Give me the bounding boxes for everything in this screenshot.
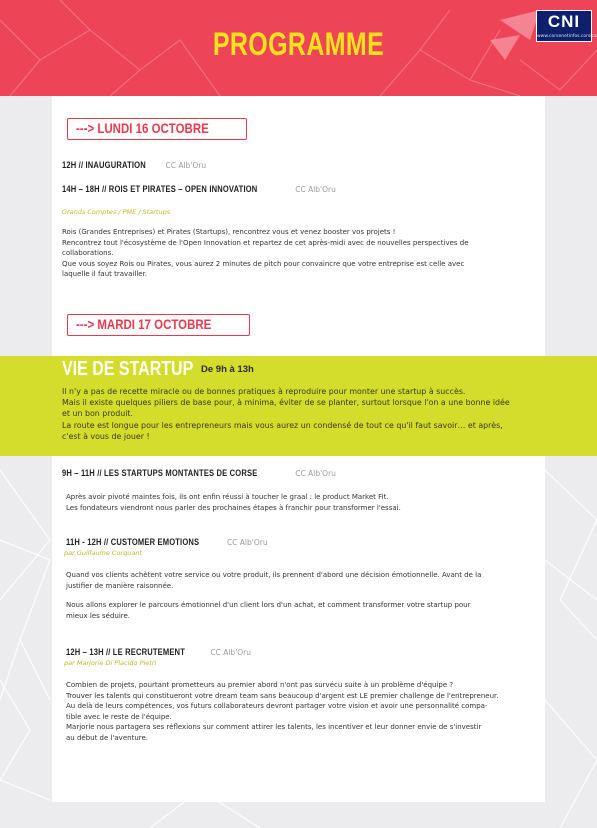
speaker-name: par Marjorie Di Placido Pietri [64,659,157,667]
session-description [62,227,522,280]
banner-text-line: c'est à vous de jouer ! [62,431,150,441]
description-line: au début de l'aventure. [66,733,149,742]
audience-label: Grands Comptes / PME / Startups [62,208,171,216]
session-inauguration [62,160,206,170]
session-location: CC Alb'Oru [165,161,207,170]
session-title: 12H – 13H // LE RECRUTEMENT [66,647,185,657]
description-line: tible avec le reste de l'équipe. [66,712,172,721]
description-line: Après avoir pivoté maintes fois, ils ont enfin réussi à toucher le graal : le product Market Fit. [66,493,389,501]
banner-text-line: La route est longue pour les entrepreneurs mais vous aurez un condensé de tout ce qu'il faut savoir… et après, [62,420,503,430]
description-line: Les fondateurs viendront nous parler des prochaines étapes à franchir pour transformer l'essai. [66,503,401,512]
header-banner [0,0,597,96]
cni-logo [536,10,597,42]
description-line: mieux les séduire. [66,611,131,620]
banner-text-line: et un bon produit. [62,409,134,419]
description-line: Rois (Grandes Entreprises) et Pirates (Startups), rencontrez vous et venez booster vos projets ! [62,228,396,236]
session-title: 12H // INAUGURATION [62,160,146,170]
description-line: Quand vos clients achètent votre service ou votre produit, ils prennent d'abord une décision émotionnelle. Avant de la [66,571,482,579]
banner-text-line: Mais il existe quelques piliers de base pour, à minima, éviter de se planter, surtout lorsque l'on a une bonne idée [62,398,510,408]
session-location: CC Alb'Oru [226,538,268,547]
day-label-mardi: ---> MARDI 17 OCTOBRE [67,314,250,336]
description-line: Que vous soyez Rois ou Pirates, vous aurez 2 minutes de pitch pour convaincre que votre entreprise est celle avec [62,259,465,268]
description-line: justifier de manière raisonnée. [66,581,174,590]
session-title: 11H - 12H // CUSTOMER EMOTIONS [66,537,200,547]
logo-subtext: www.corsenetinfos.corsica [537,34,597,39]
description-line: Nous allons explorer le parcours émotionnel d'un client lors d'un achat, et comment transformer votre startup pour [66,601,471,609]
session-location: CC Alb'Oru [295,469,336,478]
session-description [66,570,526,621]
session-startups-montantes [62,468,336,478]
session-location: CC Alb'Oru [210,648,251,657]
session-location: CC Alb'Oru [295,185,336,194]
banner-time: De 9h à 13h [201,364,254,375]
day-label-lundi: ---> LUNDI 16 OCTOBRE [67,118,247,140]
banner-text [62,386,532,442]
page-title: PROGRAMME [212,26,385,62]
speaker-name: par Guillaume Corquant [64,549,143,557]
description-line: collaborations. [62,249,114,257]
session-title: 14H – 18H // ROIS ET PIRATES – OPEN INNOVATION [62,184,258,194]
description-line: laquelle il faut travailler. [62,270,148,278]
description-line: Combien de projets, pourtant prometteurs au premier abord n'ont pas survécu suite à un problème d'équipe ? [66,681,454,689]
session-description [66,492,526,513]
vie-de-startup-banner [0,356,597,456]
session-recrutement [66,647,251,657]
session-customer-emotions [66,537,268,547]
banner-text-line: Il n'y a pas de recette miracle ou de bonnes pratiques à reproduire pour monter une startup à succès. [62,387,466,396]
session-rois-et-pirates [62,184,336,194]
banner-title: VIE DE STARTUP [62,358,194,380]
session-title: 9H – 11H // LES STARTUPS MONTANTES DE CORSE [62,468,258,478]
description-line: Trouver les talents qui constitueront votre dream team sans beaucoup d'argent est LE premier challenge de l'entrepreneur. [66,691,499,700]
description-line: Au delà de leurs compétences, vos futurs collaborateurs devront partager votre vision et avoir une personnalité compa- [66,702,488,710]
description-line: Rencontrez tout l'écosystème de l'Open Innovation et repartez de cet après-midi avec de nouvelles perspectives de [62,238,469,247]
session-description [66,680,526,743]
logo-text: CNI [547,12,581,31]
description-line: Marjorie nous partagera ses réflexions sur comment attirer les talents, les incentiver et leur donner envie de s'investir [66,723,482,731]
